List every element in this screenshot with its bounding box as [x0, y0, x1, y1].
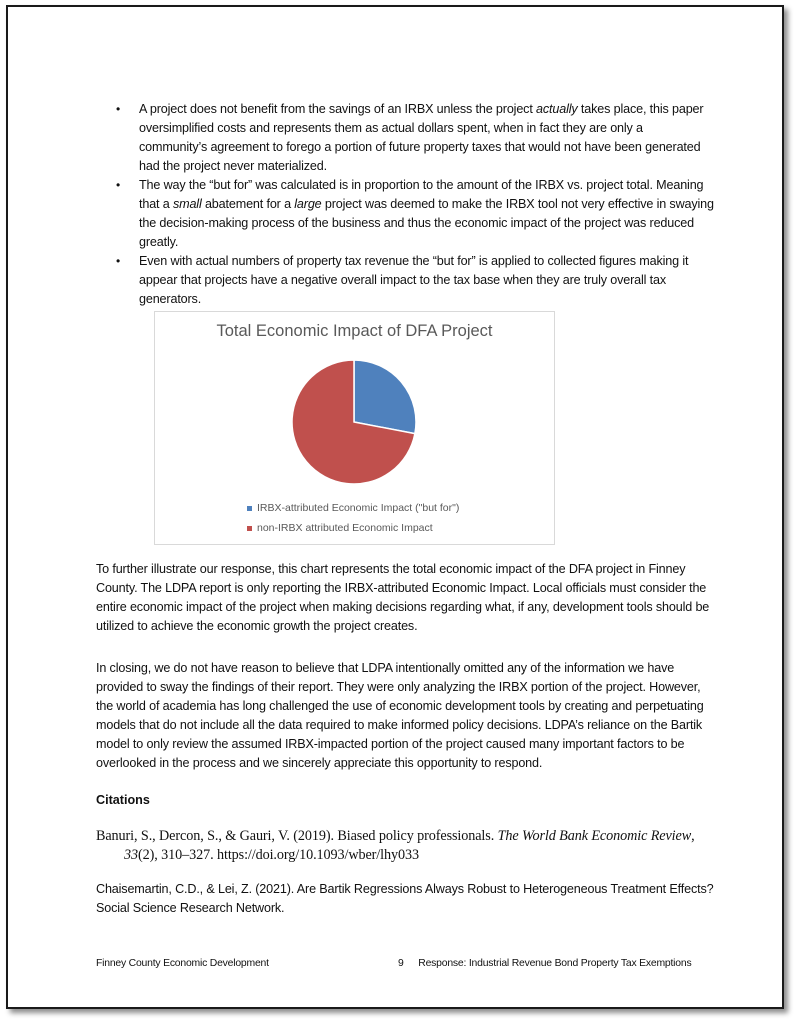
italic-text-run: The World Bank Economic Review — [497, 828, 692, 844]
italic-text-run: 33 — [124, 847, 138, 863]
text-run: , — [691, 828, 695, 844]
pie-chart — [154, 311, 555, 545]
legend-label: non-IRBX attributed Economic Impact — [257, 522, 433, 534]
italic-text-run: small — [172, 197, 202, 211]
bullet-icon: • — [116, 102, 121, 116]
text-run: A project does not benefit from the savings of an IRBX unless the project — [139, 102, 537, 116]
paragraph-closing: In closing, we do not have reason to believe that LDPA intentionally omitted any of the information we have provided to sway the findings of their report. They were only analyzing the IRBX portion of the project. However, the world of academia has long challenged the use of economic development tools by creating and perpetuating models that do not include all the data required to make informed policy decisions. LDPA’s reliance on the Bartik model to only review the assumed IRBX-impacted portion of the project caused many important factors to be overlooked in the process and we sincerely appreciate this opportunity to respond. — [96, 661, 704, 770]
citation-item — [96, 880, 716, 918]
bullet-text — [139, 254, 688, 306]
paragraph-chart-explanation: To further illustrate our response, this chart represents the total economic impact of the DFA project in Finney County. The LDPA report is only reporting the IRBX-attributed Economic Impact. Local officials must consider the entire economic impact of the project when making decisions regarding what, if any, development tools should be utilized to achieve the economic growth the project creates. — [96, 562, 710, 633]
text-run: (2), 310–327. https://doi.org/10.1093/wber/lhy033 — [138, 847, 419, 863]
chart-title: Total Economic Impact of DFA Project — [216, 322, 493, 340]
citation-item — [96, 827, 724, 865]
page-number: 9 — [398, 958, 404, 969]
legend-swatch-red — [247, 526, 252, 531]
bullet-item — [114, 100, 714, 176]
text-run: abatement for a — [201, 197, 295, 211]
document-page — [6, 5, 784, 1009]
bullet-text — [139, 102, 703, 173]
text-run: project was deemed to make the IRBX tool not very effective in swaying the decision-making process of the business and thus the economic impact of the project was reduced greatly. — [139, 197, 714, 249]
text-run: The way the “but for” was calculated is in proportion to the amount of the IRBX vs. project total. Meaning that a — [139, 178, 704, 211]
footer-right — [398, 958, 691, 969]
text-run: takes place, this paper oversimplified costs and represents them as actual dollars spent, when in fact they are only a community’s agreement to forego a portion of future property taxes that would not have been generated had the project never materialized. — [139, 102, 704, 173]
pie-slice-irbx-attributed — [354, 360, 416, 434]
bullet-text — [139, 178, 714, 249]
text-run: Chaisemartin, C.D., & Lei, Z. (2021). Are Bartik Regressions Always Robust to Heterogeneous Treatment Effects? Social Science Research Network. — [96, 882, 714, 915]
legend-item — [247, 498, 459, 518]
bullet-item — [114, 252, 714, 309]
italic-text-run: large — [294, 197, 322, 211]
bullet-list — [114, 100, 714, 309]
italic-text-run: actually — [536, 102, 578, 116]
bullet-item — [114, 176, 714, 252]
legend-item — [247, 518, 459, 538]
footer-document-title: Response: Industrial Revenue Bond Property Tax Exemptions — [418, 958, 692, 969]
legend-swatch-blue — [247, 506, 252, 511]
text-run: Even with actual numbers of property tax revenue the “but for” is applied to collected figures making it appear that projects have a negative overall impact to the tax base when they are truly overall tax generators. — [139, 254, 689, 306]
legend-label: IRBX-attributed Economic Impact ("but for") — [257, 502, 460, 514]
text-run: Banuri, S., Dercon, S., & Gauri, V. (2019). Biased policy professionals. — [96, 828, 498, 844]
bullet-icon: • — [116, 178, 121, 192]
bullet-icon: • — [116, 254, 121, 268]
footer-organization: Finney County Economic Development — [96, 958, 269, 969]
citations-heading: Citations — [96, 793, 150, 807]
chart-legend — [247, 498, 459, 538]
